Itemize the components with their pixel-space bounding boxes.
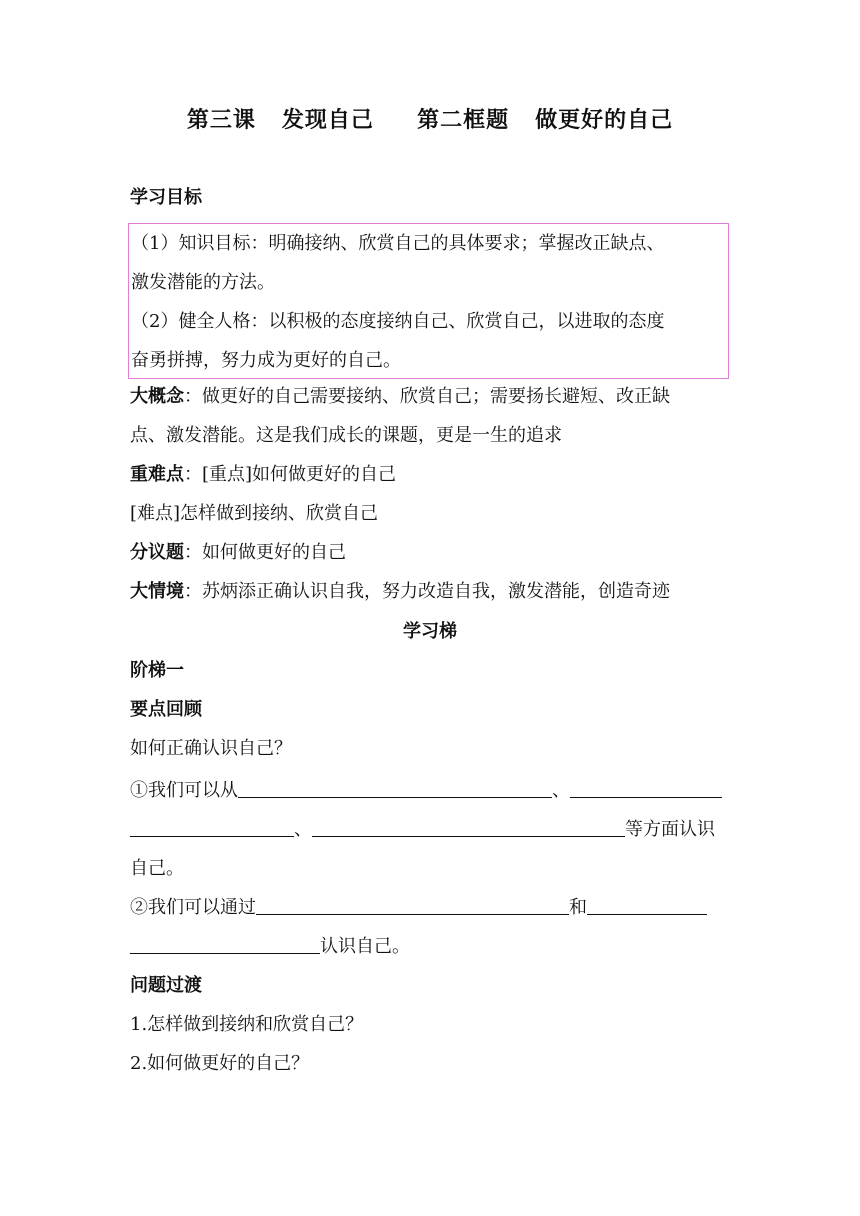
key-points-label: 重难点 [130, 464, 184, 485]
key-points-line [130, 455, 730, 494]
item2-end-text: 认识自己。 [320, 936, 410, 957]
item1-start-text: ①我们可以从 [130, 780, 238, 801]
review-question: 如何正确认识自己？ [130, 738, 292, 759]
big-concept-label: 大概念 [130, 386, 184, 407]
ladder-title: 学习梯 [403, 621, 457, 642]
scenario-text: ：苏炳添正确认识自我，努力改造自我，激发潜能，创造奇迹 [184, 581, 670, 602]
fill-blank-1[interactable] [238, 777, 552, 798]
fill-blank-2a[interactable] [570, 777, 722, 798]
review-heading: 要点回顾 [130, 699, 202, 720]
review-item-1-line-b [130, 810, 730, 849]
objective-line-2b: 奋勇拼搏，努力成为更好的自己。 [131, 350, 401, 371]
discussion-text: ：如何做更好的自己 [184, 542, 346, 563]
big-concept-line-a [130, 377, 730, 416]
fill-blank-4[interactable] [256, 894, 569, 915]
item1-end-text: 等方面认识 [625, 819, 715, 840]
discussion-line [130, 533, 730, 572]
item1-separator-2: 、 [294, 819, 312, 840]
scenario-line [130, 572, 730, 611]
item1-separator: 、 [552, 780, 570, 801]
review-item-1-line-a [130, 771, 730, 810]
fill-blank-2b[interactable] [130, 816, 294, 837]
transition-question-1: 1.怎样做到接纳和欣赏自己？ [130, 1014, 364, 1035]
discussion-label: 分议题 [130, 542, 184, 563]
page-title: 第三课 发现自己 第二框题 做更好的自己 [186, 108, 674, 133]
review-item-2-line-a [130, 888, 730, 927]
big-concept-text-a: ：做更好的自己需要接纳、欣赏自己；需要扬长避短、改正缺 [184, 386, 670, 407]
difficult-points-line: [难点]怎样做到接纳、欣赏自己 [130, 503, 379, 524]
fill-blank-3[interactable] [312, 816, 625, 837]
step-one-heading: 阶梯一 [130, 660, 184, 681]
objectives-heading: 学习目标 [130, 187, 202, 208]
fill-blank-5b[interactable] [130, 933, 320, 954]
objective-line-1b: 激发潜能的方法。 [131, 272, 275, 293]
objective-line-1a: （1）知识目标：明确接纳、欣赏自己的具体要求；掌握改正缺点、 [131, 233, 665, 254]
review-item-2-line-b [130, 927, 730, 966]
transition-question-2: 2.如何做更好的自己？ [130, 1053, 310, 1074]
review-item-1-tail: 自己。 [130, 858, 184, 879]
objectives-box [128, 223, 729, 379]
item2-start-text: ②我们可以通过 [130, 897, 256, 918]
fill-blank-5a[interactable] [587, 894, 707, 915]
scenario-label: 大情境 [130, 581, 184, 602]
key-points-text: ：[重点]如何做更好的自己 [184, 464, 397, 485]
transition-heading: 问题过渡 [130, 975, 202, 996]
item2-mid-text: 和 [569, 897, 587, 918]
big-concept-text-b: 点、激发潜能。这是我们成长的课题，更是一生的追求 [130, 425, 562, 446]
objective-line-2a: （2）健全人格：以积极的态度接纳自己、欣赏自己，以进取的态度 [131, 311, 665, 332]
